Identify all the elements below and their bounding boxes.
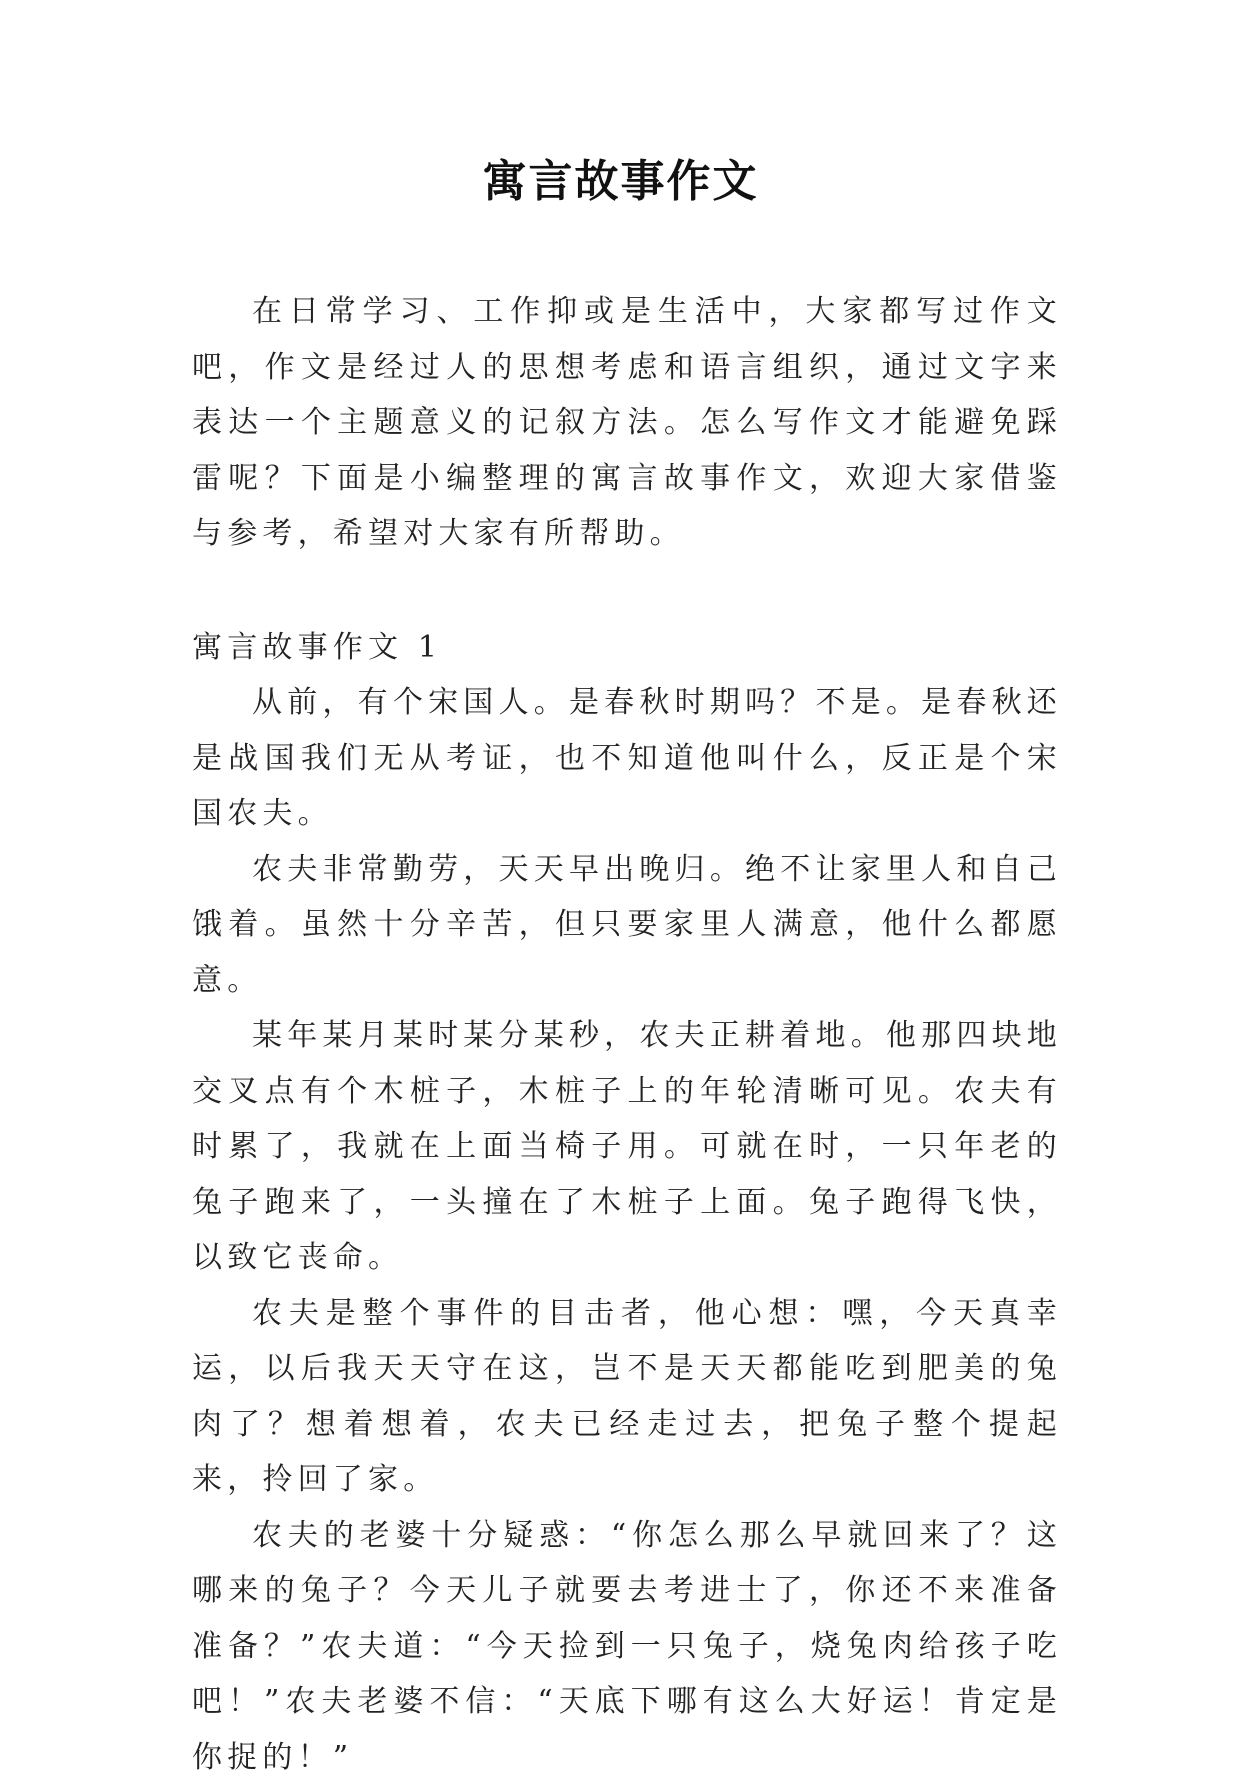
story-paragraph-2: 农夫非常勤劳，天天早出晚归。绝不让家里人和自己饿着。虽然十分辛苦，但只要家里人满意，他什么都愿意。	[192, 842, 1062, 1009]
intro-paragraph: 在日常学习、工作抑或是生活中，大家都写过作文吧，作文是经过人的思想考虑和语言组织，通过文字来表达一个主题意义的记叙方法。怎么写作文才能避免踩雷呢？下面是小编整理的寓言故事作文，欢迎大家借鉴与参考，希望对大家有所帮助。	[192, 284, 1062, 562]
section-heading: 寓言故事作文 1	[192, 620, 1062, 676]
story-paragraph-3: 某年某月某时某分某秒，农夫正耕着地。他那四块地交叉点有个木桩子，木桩子上的年轮清晰可见。农夫有时累了，我就在上面当椅子用。可就在时，一只年老的兔子跑来了，一头撞在了木桩子上面。兔子跑得飞快，以致它丧命。	[192, 1008, 1062, 1286]
story-paragraph-4: 农夫是整个事件的目击者，他心想：嘿，今天真幸运，以后我天天守在这，岂不是天天都能吃到肥美的兔肉了？想着想着，农夫已经走过去，把兔子整个提起来，拎回了家。	[192, 1286, 1062, 1508]
document-body	[192, 284, 1062, 1785]
document-title: 寓言故事作文	[0, 152, 1241, 212]
story-paragraph-5: 农夫的老婆十分疑惑：“你怎么那么早就回来了？这哪来的兔子？今天儿子就要去考进士了，你还不来准备准备？”农夫道：“今天捡到一只兔子，烧兔肉给孩子吃吧！”农夫老婆不信：“天底下哪有这么大好运！肯定是你捉的！”	[192, 1508, 1062, 1785]
story-paragraph-1: 从前，有个宋国人。是春秋时期吗？不是。是春秋还是战国我们无从考证，也不知道他叫什么，反正是个宋国农夫。	[192, 675, 1062, 842]
